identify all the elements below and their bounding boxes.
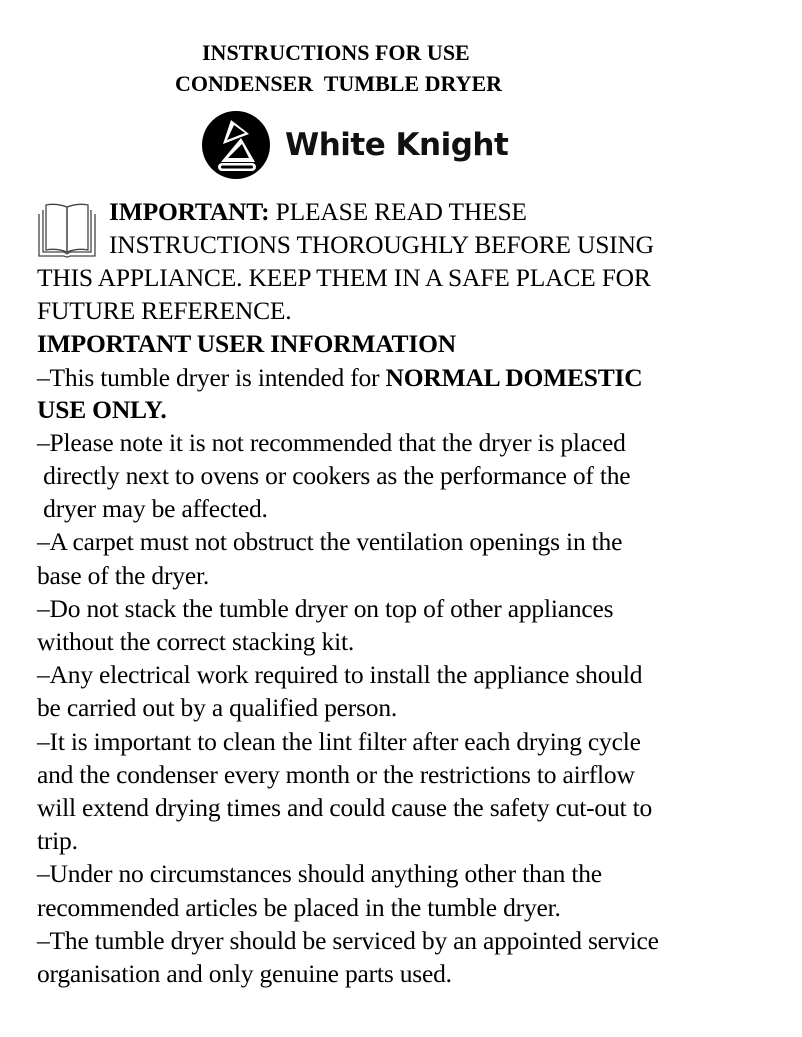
user-info-item-7-line-1: –Under no circumstances should anything other than the [37,859,602,888]
user-info-item-4-line-1: –Do not stack the tumble dryer on top of other appliances [37,594,614,623]
user-info-item-1-line-1: –This tumble dryer is intended for NORMAL DOMESTIC [37,363,643,392]
user-info-item-6-line-3: will extend drying times and could cause the safety cut-out to [37,793,653,822]
user-info-item-6-line-4: trip. [37,826,78,855]
user-info-item-4-line-2: without the correct stacking kit. [37,627,355,656]
user-info-item-5-line-2: be carried out by a qualified person. [37,693,398,722]
brand-logo [201,110,508,180]
user-info-item-8-line-1: –The tumble dryer should be serviced by an appointed service [37,926,659,955]
important-notice-line-4: FUTURE REFERENCE. [37,296,292,325]
important-notice-line-3: THIS APPLIANCE. KEEP THEM IN A SAFE PLACE FOR [37,263,651,292]
user-info-item-5-line-1: –Any electrical work required to install the appliance should [37,660,643,689]
white-knight-logo-icon [201,110,271,180]
important-notice-line-2: INSTRUCTIONS THOROUGHLY BEFORE USING [109,230,654,259]
user-info-item-6-line-2: and the condenser every month or the restrictions to airflow [37,760,635,789]
user-info-item-8-line-2: organisation and only genuine parts used. [37,959,452,988]
user-info-item-1-line-2: USE ONLY. [37,395,167,424]
document-subtitle: CONDENSER TUMBLE DRYER [175,71,503,96]
user-info-item-2-line-1: –Please note it is not recommended that the dryer is placed [37,428,626,457]
user-info-item-2-line-3: dryer may be affected. [37,494,268,523]
document-title: INSTRUCTIONS FOR USE [202,40,470,65]
user-info-item-3-line-1: –A carpet must not obstruct the ventilation openings in the [37,527,623,556]
user-info-item-3-line-2: base of the dryer. [37,561,209,590]
user-info-item-2-line-2: directly next to ovens or cookers as the performance of the [37,461,631,490]
user-info-item-7-line-2: recommended articles be placed in the tumble dryer. [37,893,561,922]
important-label: IMPORTANT: [109,197,270,226]
user-info-item-6-line-1: –It is important to clean the lint filter after each drying cycle [37,727,641,756]
user-info-heading: IMPORTANT USER INFORMATION [37,329,456,358]
brand-name: White Knight [285,127,509,163]
open-book-icon [36,200,98,267]
important-notice-line-1: IMPORTANT: PLEASE READ THESE [109,197,527,226]
